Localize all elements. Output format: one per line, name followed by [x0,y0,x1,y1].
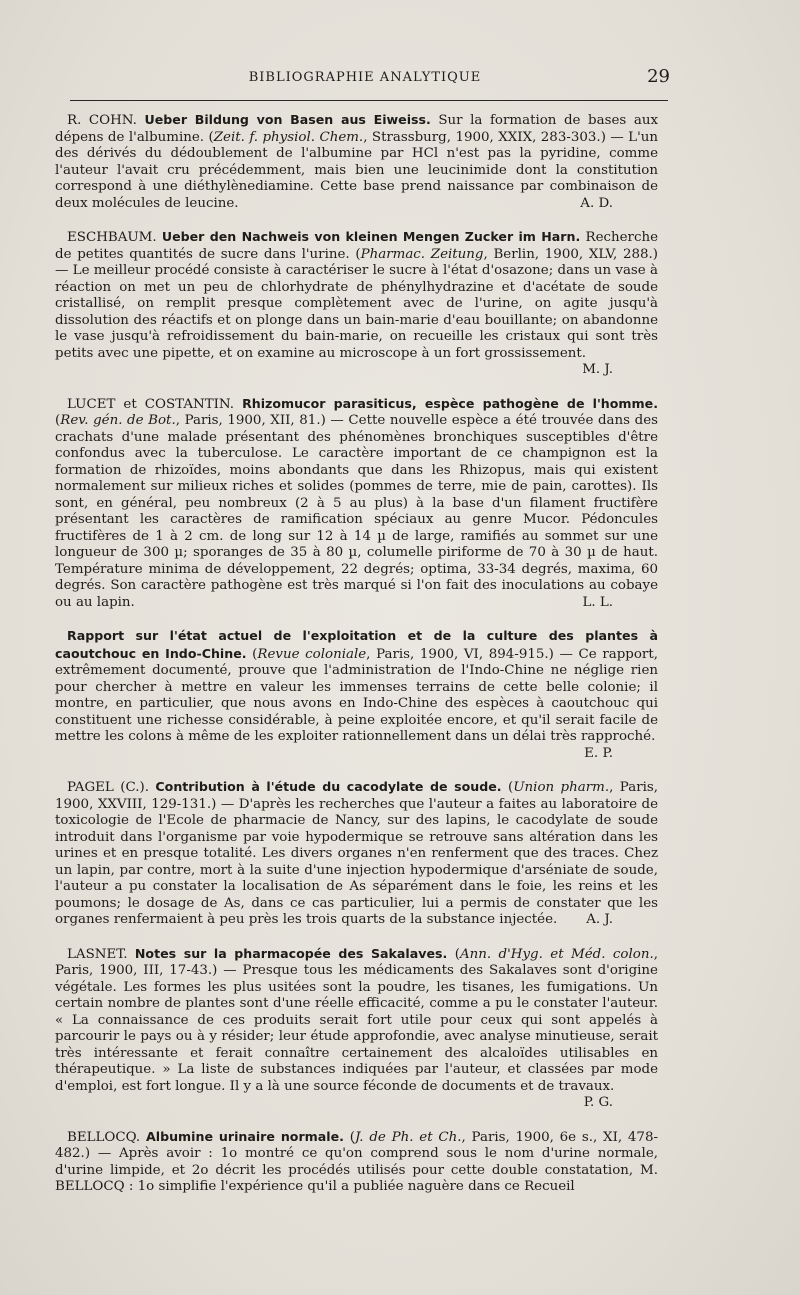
entry-intro: Recherche de petites quantités de sucre dans l'urine. ( [55,230,658,262]
entry-title: Rhizomucor parasiticus, espèce pathogène de l'homme. [242,395,658,411]
entry-title: Ueber den Nachweis von kleinen Mengen Zucker im Harn. [161,229,581,244]
bibliography-entry [55,946,658,1112]
entry-body: , Paris, 1900, VI, 894-915.) — Ce rapport, extrêmement documenté, prouve que l'administration de l'Indo-Chine ne néglige rien pour chercher à mettre en valeur les immenses terrains de cette belle colonie; il montre, en particulier, que nous avons en Indo-Chine des espèces à caoutchouc qui constituent une richesse considérable, à peine exploitée encore, et qu'il serait facile de mettre les colons à même de les exploiter rationnellement dans un délai très rapproché. [55,646,658,744]
entry-author: LASNET. [67,946,128,962]
entry-author: BELLOCQ. [67,1129,141,1145]
running-title: BIBLIOGRAPHIE ANALYTIQUE [248,70,482,85]
entry-signature: P. G. [583,1095,613,1110]
entry-source: J. de Ph. et Ch. [354,1129,462,1145]
entry-source: Revue coloniale [257,646,367,662]
entry-body: , Paris, 1900, XXVIII, 129-131.) — D'après les recherches que l'auteur a faites au laboratoire de toxicologie de l'Ecole de pharmacie de Nancy, sur des lapins, le cacodylate de soude introduit dans l'organisme par voie hypodermique se retrouve sans altération dans les urines et en presque totalité. Les divers organes n'en renferment que des traces. Chez un lapin, par contre, mort à la suite d'une injection hypodermique d'arséniate de soude, l'auteur a pu constater la localisation de As séparément dans le foie, les reins et les poumons; le dosage de As, dans ce cas particulier, lui a permis de constater que les organes renfermaient à peu près les trois quarts de la substance injectée. [55,780,659,927]
entry-title: Ueber Bildung von Basen aus Eiweiss. [144,112,431,127]
bibliography-list [55,112,658,1213]
entry-title: Rapport sur l'état actuel de l'exploitation et de la culture des plantes à caoutchouc en Indo-Chine. [55,628,658,661]
entry-intro: ( [454,946,460,962]
bibliography-entry [55,1129,658,1196]
entry-body: , Strassburg, 1900, XXIX, 283-303.) — L'un des dérivés du dédoublement de l'albumine par HCl n'est pas la pyridine, comme l'auteur l'avait cru précédemment, mais bien une leucinimide dont la constitution correspond à une diéthylènediamine. Cette base prend naissance par combinaison de deux molécules de leucine. [55,129,658,211]
entry-signature: A. D. [580,195,613,211]
entry-body: , Paris, 1900, XII, 81.) — Cette nouvelle espèce a été trouvée dans des crachats d'une malade présentant des phénomènes bronchiques susceptibles d'être confondus avec la tuberculose. Le caractère important de ce champignon est la formation de rhizoïdes, moins abondants que dans les Rhizopus, mais qui existent normalement sur milieux riches et solides (pommes de terre, mie de pain, carottes). Ils sont, en général, peu nombreux (2 à 5 au plus) à la base d'un filament fructifère présentant les caractères de ramification spéciaux au genre Mucor. Pédoncules fructifères de 1 à 2 cm. de long sur 12 à 14 µ de large, ramifiés au sommet sur une longueur de 300 µ; sporanges de 35 à 80 µ, columelle piriforme de 70 à 30 µ de haut. Température minima de développement, 22 degrés; optima, 33-34 degrés, maxima, 60 degrés. Son caractère pathogène est très marqué si l'on fait des inoculations au cobaye ou au lapin. [55,413,658,610]
entry-signature: A. J. [586,912,613,927]
page-number: 29 [647,66,670,87]
entry-source: Pharmac. Zeitung [360,246,484,262]
entry-title: Notes sur la pharmacopée des Sakalaves. [134,945,448,961]
entry-intro: Sur la formation de bases aux dépens de l'albumine. ( [55,113,659,145]
running-header [60,66,670,94]
entry-intro: ( [252,646,258,662]
entry-source: Ann. d'Hyg. et Méd. colon. [459,946,654,962]
entry-body: , Paris, 1900, III, 17-43.) — Presque tous les médicaments des Sakalaves sont d'origine végétale. Les formes les plus usitées sont la poudre, les tisanes, les fumigations. Un certain nombre de plantes sont d'une réelle efficacité, comme a pu le constater l'auteur. « La connaissance de ces produits serait fort utile pour ceux qui sont appelés à parcourir le pays ou à y résider; leur étude approfondie, avec analyse minutieuse, serait très intéressante et ferait connaître certainement des alcaloïdes utilisables en thérapeutique. » La liste de substances indiquées par l'auteur, et classées par mode d'emploi, est fort longue. Il y a là une source féconde de documents et de travaux. [55,946,658,1094]
entry-signature: E. P. [584,745,613,761]
entry-intro: ( [55,413,61,428]
entry-body: , Berlin, 1900, XLV, 288.) — Le meilleur procédé consiste à caractériser le sucre à l'état d'osazone; dans un vase à réaction on met un peu de chlorhydrate de phénylhydrazine et d'acétate de soude cristallisé, on remplit presque complètement avec de l'urine, on agite jusqu'à dissolution des réactifs et on plonge dans un bain-marie d'eau bouillante; on abandonne le vase jusqu'à refroidissement du bain-marie, on recueille les cristaux qui sont très petits avec une pipette, et on examine au microscope à un fort grossissement. [55,246,658,361]
entry-title: Contribution à l'étude du cacodylate de soude. [155,779,502,794]
entry-source: Zeit. f. physiol. Chem. [213,129,364,145]
entry-signature: L. L. [582,594,613,610]
bibliography-entry [55,229,658,379]
header-rule [70,100,668,101]
entry-title: Albumine urinaire normale. [146,1128,344,1144]
entry-author: PAGEL (C.). [67,780,149,795]
entry-author: LUCET et COSTANTIN. [67,396,235,412]
entry-intro: ( [508,780,514,795]
entry-body: , Paris, 1900, 6e s., XI, 478-482.) — Après avoir : 1o montré ce qu'on comprend sous le nom d'urine normale, d'urine limpide, et 2o décrit les procédés utilisés pour cette double constatation, M. BELLOCQ : 1o simplifie l'expérience qu'il a publiée naguère dans ce Recueil [55,1129,659,1194]
bibliography-entry [55,779,658,929]
bibliography-entry [55,396,658,612]
bibliography-entry [55,628,658,762]
entry-author: ESCHBAUM. [67,230,157,245]
bibliography-entry [55,112,658,212]
entry-author: R. COHN. [67,113,137,128]
entry-intro: ( [349,1129,355,1145]
entry-source: Union pharm. [513,780,610,795]
entry-signature: M. J. [582,362,613,377]
entry-source: Rev. gén. de Bot. [60,413,176,428]
